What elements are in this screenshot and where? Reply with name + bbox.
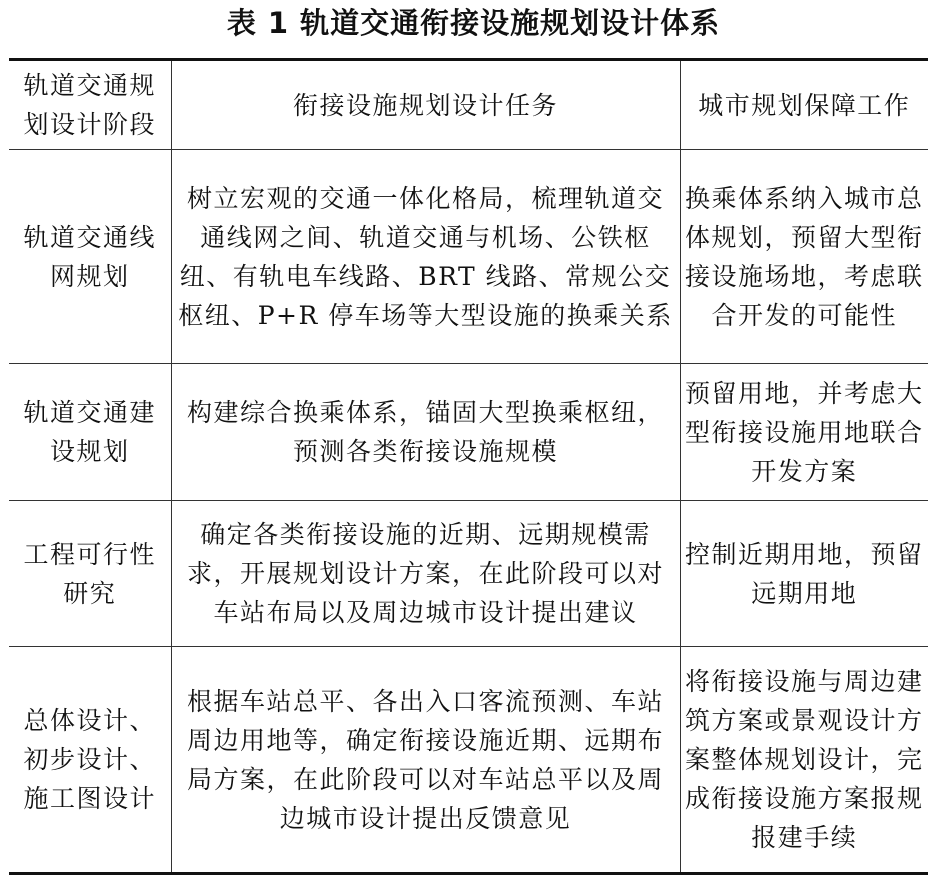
table-row	[9, 364, 928, 501]
stage-cell: 轨道交通线网规划	[9, 150, 171, 364]
task-cell: 构建综合换乘体系，锚固大型换乘枢纽，预测各类衔接设施规模	[171, 364, 680, 501]
stage-cell: 工程可行性研究	[9, 501, 171, 647]
task-cell: 树立宏观的交通一体化格局，梳理轨道交通线网之间、轨道交通与机场、公铁枢纽、有轨电车线路、BRT 线路、常规公交枢纽、P+R 停车场等大型设施的换乘关系	[171, 150, 680, 364]
header-stage: 轨道交通规划设计阶段	[9, 60, 171, 150]
guarantee-cell: 将衔接设施与周边建筑方案或景观设计方案整体规划设计，完成衔接设施方案报规报建手续	[680, 647, 928, 874]
task-cell: 根据车站总平、各出入口客流预测、车站周边用地等，确定衔接设施近期、远期布局方案，在此阶段可以对车站总平以及周边城市设计提出反馈意见	[171, 647, 680, 874]
stage-cell: 总体设计、初步设计、施工图设计	[9, 647, 171, 874]
header-guarantee: 城市规划保障工作	[680, 60, 928, 150]
table-row	[9, 501, 928, 647]
guarantee-cell: 换乘体系纳入城市总体规划，预留大型衔接设施场地，考虑联合开发的可能性	[680, 150, 928, 364]
guarantee-cell: 预留用地，并考虑大型衔接设施用地联合开发方案	[680, 364, 928, 501]
planning-design-table	[9, 58, 928, 875]
table-title: 表 1 轨道交通衔接设施规划设计体系	[226, 6, 721, 40]
table-row	[9, 150, 928, 364]
task-cell: 确定各类衔接设施的近期、远期规模需求，开展规划设计方案，在此阶段可以对车站布局以及周边城市设计提出建议	[171, 501, 680, 647]
table-header-row	[9, 60, 928, 150]
stage-cell: 轨道交通建设规划	[9, 364, 171, 501]
header-task: 衔接设施规划设计任务	[171, 60, 680, 150]
table-row	[9, 647, 928, 874]
guarantee-cell: 控制近期用地，预留远期用地	[680, 501, 928, 647]
